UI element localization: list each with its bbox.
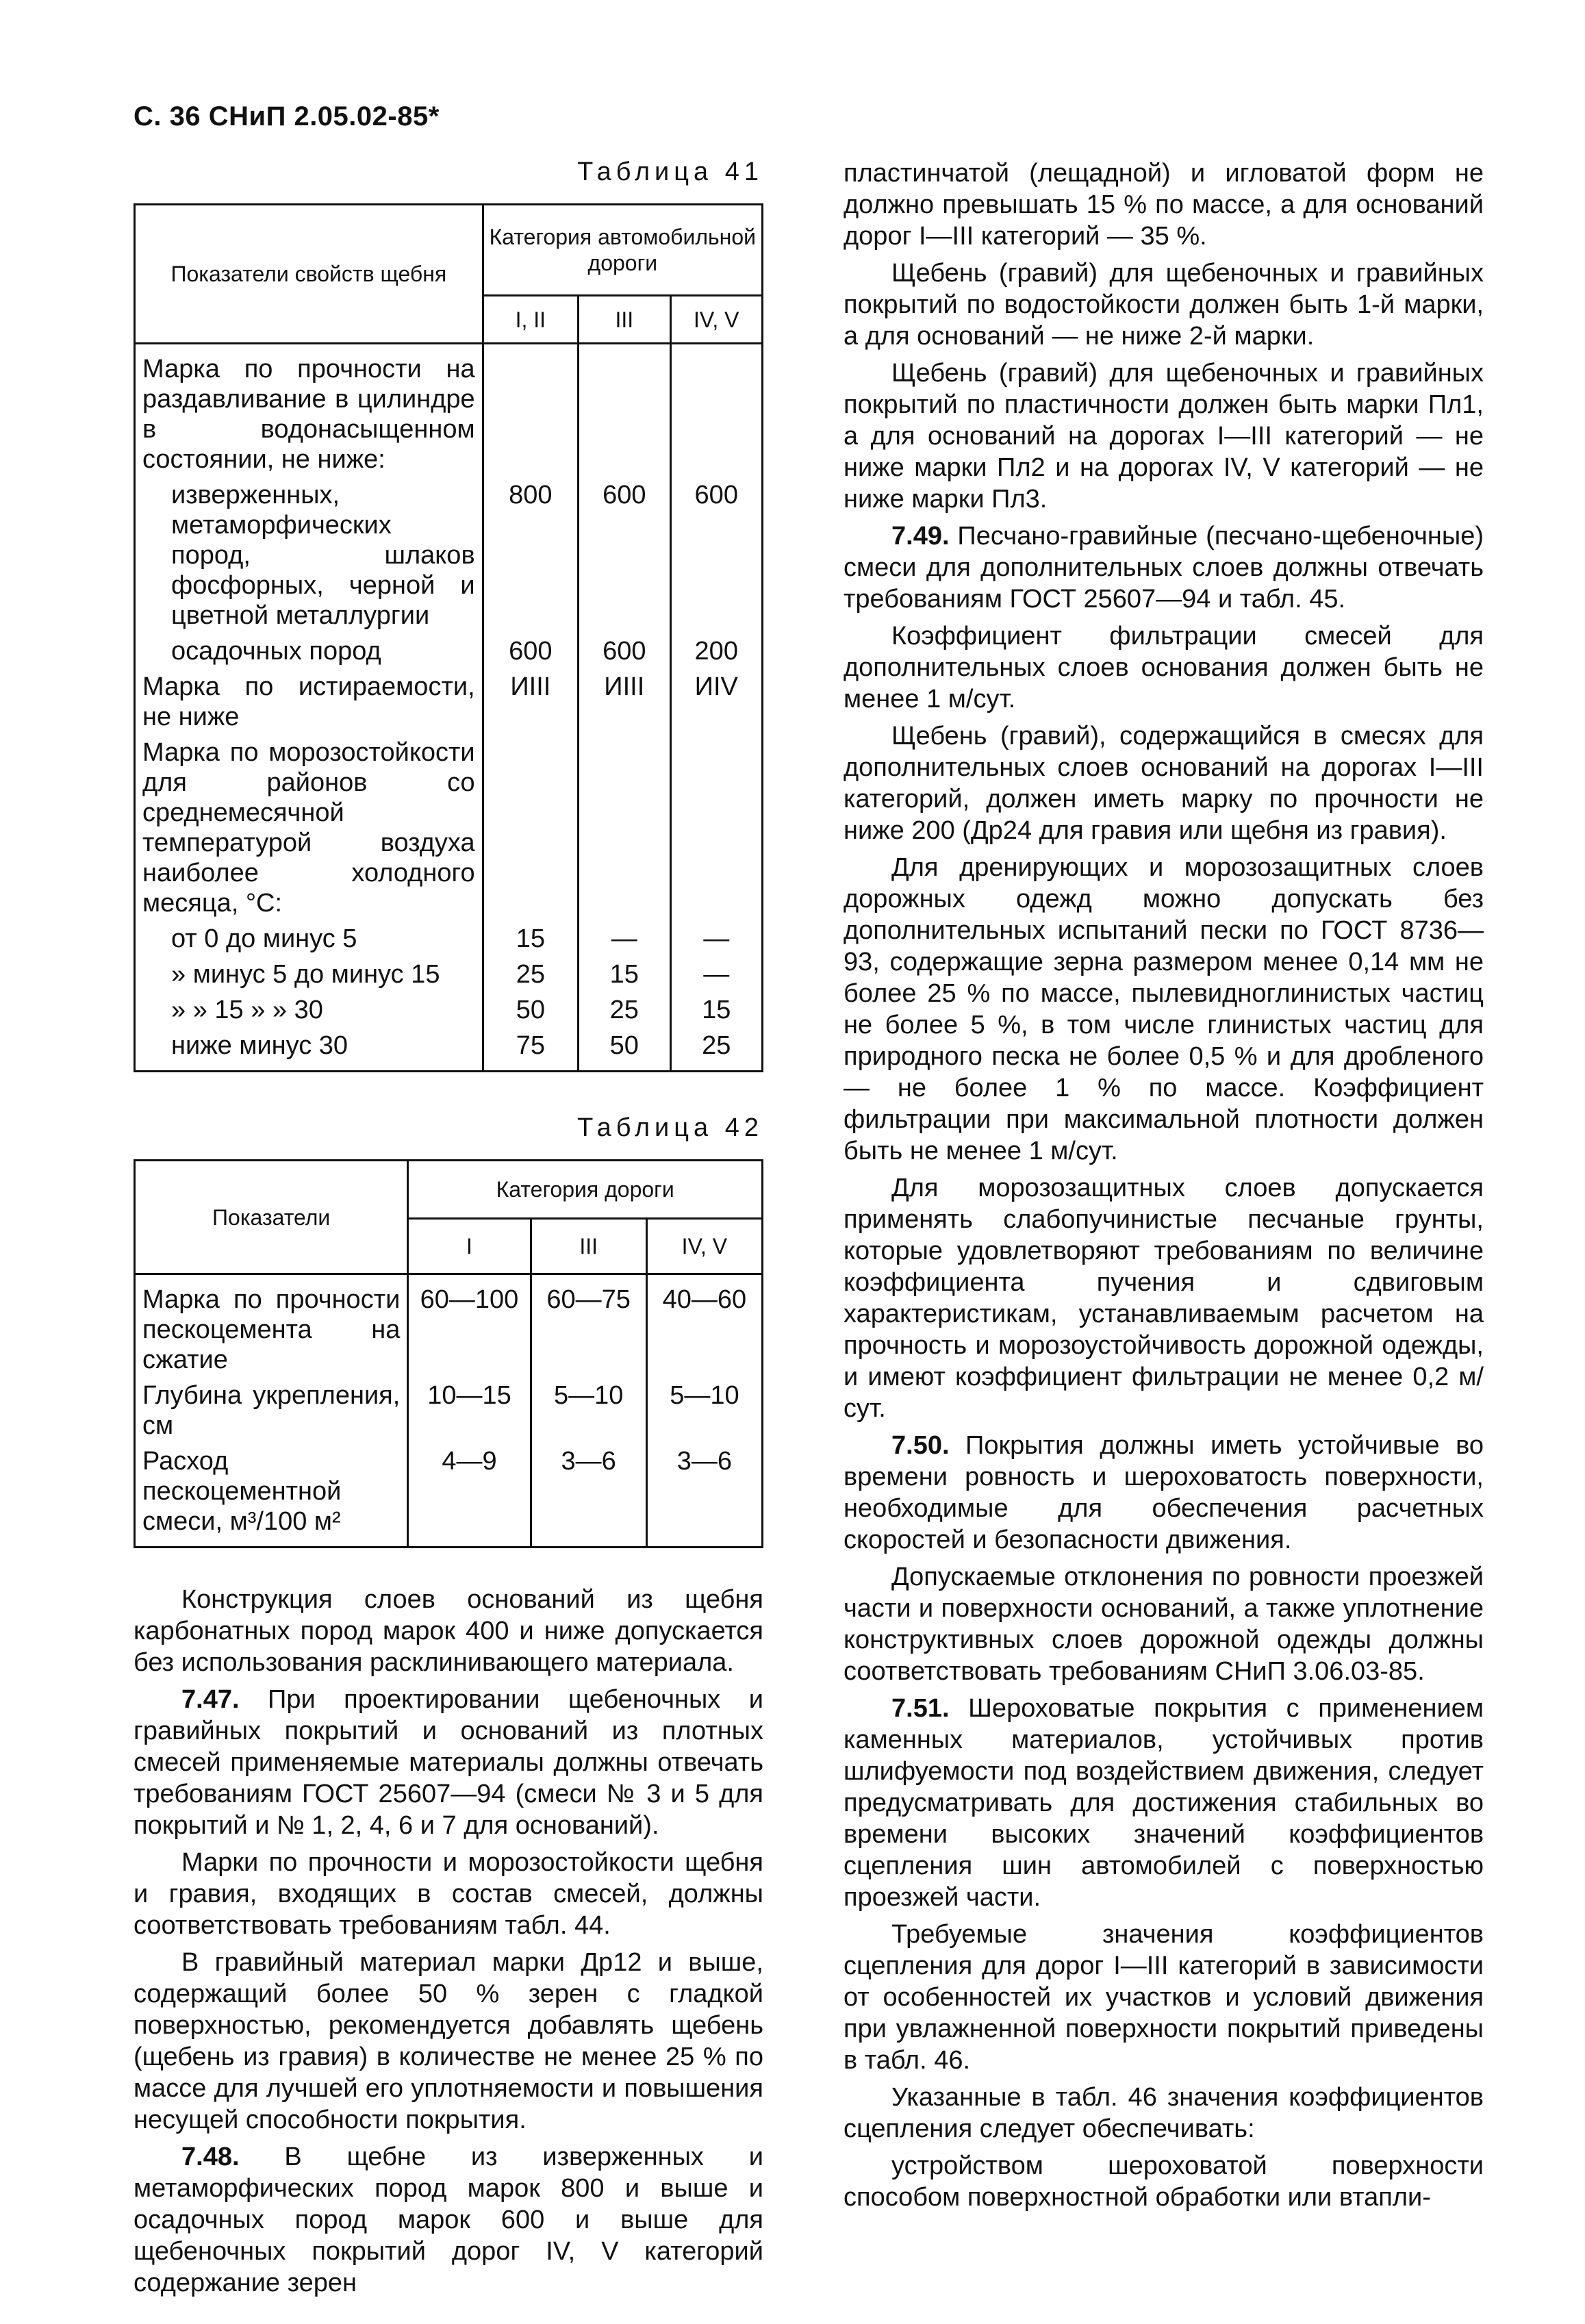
table42-col-1: I xyxy=(408,1219,531,1274)
right-text xyxy=(844,157,1484,2213)
row-value: 3—6 xyxy=(531,1443,646,1548)
paragraph-text: В щебне из изверженных и метаморфических пород марок 800 и выше и осадочных пород марок 600 и выше для щебеночных покрытий дорог IV, V категорий содержание зерен xyxy=(134,2143,763,2297)
paragraph-text: Указанные в табл. 46 значения коэффициентов сцепления следует обеспечивать: xyxy=(844,2083,1484,2143)
row-label: Расход пескоцементной смеси, м³/100 м² xyxy=(135,1443,408,1548)
table41-col-1: I, II xyxy=(483,296,578,344)
row-label: Марка по морозостойкости для районов со среднемесячной температурой воздуха наиболее холодного месяца, °С: xyxy=(135,735,483,921)
clause-number: 7.47. xyxy=(181,1685,240,1714)
paragraph-text: устройством шероховатой поверхности способом поверхностной обработки или втапли- xyxy=(844,2151,1484,2212)
table-row xyxy=(135,957,763,992)
table41-col-2: III xyxy=(579,296,670,344)
row-value: 60—75 xyxy=(531,1274,646,1378)
table-row xyxy=(135,1443,763,1548)
row-value: 40—60 xyxy=(646,1274,762,1378)
row-value: 15 xyxy=(579,957,670,992)
paragraph-text: Щебень (гравий) для щебеночных и гравийных покрытий по водостойкости должен быть 1-й марки, а для оснований — не ниже 2-й марки. xyxy=(844,259,1484,351)
paragraph xyxy=(844,357,1484,515)
row-value xyxy=(670,344,763,478)
row-value: ИIII xyxy=(579,669,670,735)
row-value: 25 xyxy=(670,1028,763,1072)
row-label: Марка по прочности на раздавливание в цилиндре в водонасыщенном состоянии, не ниже: xyxy=(135,344,483,478)
table-row xyxy=(135,669,763,735)
table42-title: Таблица 42 xyxy=(577,1113,763,1142)
paragraph-text: Конструкция слоев оснований из щебня карбонатных пород марок 400 и ниже допускается без использования расклинивающего материала. xyxy=(134,1585,763,1677)
table-row xyxy=(135,1274,763,1378)
paragraph xyxy=(844,520,1484,615)
row-label: от 0 до минус 5 xyxy=(135,921,483,957)
paragraph xyxy=(844,1693,1484,1913)
table-row xyxy=(135,1028,763,1072)
paragraph-text: Щебень (гравий), содержащийся в смесях для дополнительных слоев оснований на дорогах I—III категорий, должен иметь марку по прочности не ниже 200 (Др24 для гравия или щебня из гравия). xyxy=(844,722,1484,845)
paragraph xyxy=(844,852,1484,1167)
paragraph xyxy=(844,720,1484,846)
paragraph-text: Допускаемые отклонения по ровности проезжей части и поверхности оснований, а также уплотнение конструктивных слоев дорожной одежды должны соответствовать требованиям СНиП 3.06.03-85. xyxy=(844,1563,1484,1686)
paragraph xyxy=(134,2141,763,2299)
row-label: ниже минус 30 xyxy=(135,1028,483,1072)
paragraph xyxy=(844,620,1484,715)
row-label: Глубина укрепления, см xyxy=(135,1378,408,1443)
row-value: 50 xyxy=(483,992,578,1028)
row-value: 600 xyxy=(483,633,578,669)
row-value xyxy=(670,735,763,921)
row-value: ИIV xyxy=(670,669,763,735)
row-value: 75 xyxy=(483,1028,578,1072)
row-value: 600 xyxy=(670,477,763,633)
row-value: 5—10 xyxy=(531,1378,646,1443)
left-text xyxy=(134,1584,763,2299)
clause-number: 7.48. xyxy=(181,2143,240,2171)
paragraph xyxy=(844,1919,1484,2076)
table41-title: Таблица 41 xyxy=(577,157,763,186)
table-row xyxy=(135,477,763,633)
paragraph-text: При проектировании щебеночных и гравийных покрытий и оснований из плотных смесей применяемые материалы должны отвечать требованиям ГОСТ 25607—94 (смеси № 3 и 5 для покрытий и № 1, 2, 4, 6 и 7 для оснований). xyxy=(134,1685,763,1840)
table41-col-3: IV, V xyxy=(670,296,763,344)
paragraph xyxy=(844,1430,1484,1556)
paragraph xyxy=(134,1847,763,1941)
row-value: 25 xyxy=(579,992,670,1028)
row-value: 10—15 xyxy=(408,1378,531,1443)
paragraph-text: Песчано-гравийные (песчано-щебеночные) смеси для дополнительных слоев должны отвечать требованиям ГОСТ 25607—94 и табл. 45. xyxy=(844,522,1484,614)
table42-head-indicator: Показатели xyxy=(135,1161,408,1274)
row-value: 800 xyxy=(483,477,578,633)
row-value: 3—6 xyxy=(646,1443,762,1548)
paragraph-text: Для дренирующих и морозозащитных слоев дорожных одежд можно допускать без дополнительных испытаний пески по ГОСТ 8736—93, содержащие зерна размером менее 0,14 мм не более 25 % по массе, пылевидноглинистых частиц не более 5 %, в том числе глинистых частиц для природного песка не более 0,5 % и для дробленого — не более 1 % по массе. Коэффициент фильтрации при максимальной плотности должен быть не менее 1 м/сут. xyxy=(844,853,1484,1165)
row-label: Марка по прочности пескоцемента на сжатие xyxy=(135,1274,408,1378)
table42-head-category: Категория дороги xyxy=(408,1161,763,1219)
row-value: 50 xyxy=(579,1028,670,1072)
row-value: 25 xyxy=(483,957,578,992)
table41-head-category: Категория автомобильной дороги xyxy=(483,205,762,296)
row-value: — xyxy=(579,921,670,957)
row-label: изверженных, метаморфических пород, шлаков фосфорных, черной и цветной металлургии xyxy=(135,477,483,633)
paragraph-text: В гравийный материал марки Др12 и выше, содержащий более 50 % зерен с гладкой поверхностью, рекомендуется добавлять щебень (щебень из гравия) в количестве не менее 25 % по массе для лучшей его уплотняемости и повышения несущей способности покрытия. xyxy=(134,1948,763,2134)
row-label: » » 15 » » 30 xyxy=(135,992,483,1028)
table42-col-3: IV, V xyxy=(646,1219,762,1274)
paragraph xyxy=(844,157,1484,252)
clause-number: 7.51. xyxy=(891,1694,950,1723)
row-value xyxy=(579,344,670,478)
paragraph-text: Коэффициент фильтрации смесей для дополнительных слоев основания должен быть не менее 1 м/сут. xyxy=(844,622,1484,713)
paragraph xyxy=(844,1172,1484,1424)
paragraph xyxy=(844,257,1484,352)
paragraph xyxy=(844,1561,1484,1687)
paragraph-text: пластинчатой (лещадной) и игловатой форм не должно превышать 15 % по массе, а для оснований дорог I—III категорий — 35 %. xyxy=(844,159,1484,251)
row-value xyxy=(483,344,578,478)
row-value: 60—100 xyxy=(408,1274,531,1378)
paragraph xyxy=(134,1584,763,1678)
paragraph-text: Щебень (гравий) для щебеночных и гравийных покрытий по пластичности должен быть марки Пл1, а для оснований на дорогах I—III категорий — не ниже марки Пл2 и на дорогах IV, V категорий — не ниже марки Пл3. xyxy=(844,359,1484,514)
table-row xyxy=(135,992,763,1028)
paragraph xyxy=(844,2082,1484,2145)
row-label: Марка по истираемости, не ниже xyxy=(135,669,483,735)
row-value: 600 xyxy=(579,477,670,633)
row-value: 15 xyxy=(670,992,763,1028)
row-value xyxy=(579,735,670,921)
paragraph-text: Покрытия должны иметь устойчивые во времени ровность и шероховатость поверхности, необходимые для обеспечения расчетных скоростей и безопасности движения. xyxy=(844,1431,1484,1554)
table-row xyxy=(135,344,763,478)
table41-head-indicator: Показатели свойств щебня xyxy=(135,205,483,344)
row-value: 600 xyxy=(579,633,670,669)
row-value: ИIII xyxy=(483,669,578,735)
row-label: » минус 5 до минус 15 xyxy=(135,957,483,992)
table-row xyxy=(135,633,763,669)
paragraph xyxy=(134,1684,763,1841)
paragraph-text: Требуемые значения коэффициентов сцепления для дорог I—III категорий в зависимости от особенностей их участков и условий движения при увлажненной поверхности покрытий приведены в табл. 46. xyxy=(844,1920,1484,2075)
paragraph-text: Для морозозащитных слоев допускается применять слабопучинистые песчаные грунты, которые удовлетворяют требованиям по величине коэффициента пучения и сдвиговым характеристикам, устанавливаемым расчетом на прочность и морозоустойчивость дорожной одежды, и имеют коэффициент фильтрации не менее 0,2 м/сут. xyxy=(844,1174,1484,1423)
page-header: С. 36 СНиП 2.05.02-85* xyxy=(134,101,440,131)
table42-col-2: III xyxy=(531,1219,646,1274)
clause-number: 7.50. xyxy=(891,1431,950,1460)
clause-number: 7.49. xyxy=(891,522,950,551)
row-value: 15 xyxy=(483,921,578,957)
row-value xyxy=(483,735,578,921)
paragraph-text: Шероховатые покрытия с применением каменных материалов, устойчивых против шлифуемости под воздействием движения, следует предусматривать для достижения стабильных во времени высоких значений коэффициентов сцепления шин автомобилей с поверхностью проезжей части. xyxy=(844,1694,1484,1912)
row-value: — xyxy=(670,957,763,992)
row-value: — xyxy=(670,921,763,957)
row-label: осадочных пород xyxy=(135,633,483,669)
table-row xyxy=(135,1378,763,1443)
right-column xyxy=(844,157,1484,2219)
row-value: 5—10 xyxy=(646,1378,762,1443)
table-row xyxy=(135,921,763,957)
table42 xyxy=(134,1159,763,1548)
row-value: 200 xyxy=(670,633,763,669)
paragraph-text: Марки по прочности и морозостойкости щебня и гравия, входящих в состав смесей, должны соответствовать требованиям табл. 44. xyxy=(134,1848,763,1940)
paragraph xyxy=(134,1947,763,2136)
paragraph xyxy=(844,2150,1484,2213)
table41 xyxy=(134,203,763,1072)
left-column xyxy=(134,157,763,2304)
row-value: 4—9 xyxy=(408,1443,531,1548)
table-row xyxy=(135,735,763,921)
